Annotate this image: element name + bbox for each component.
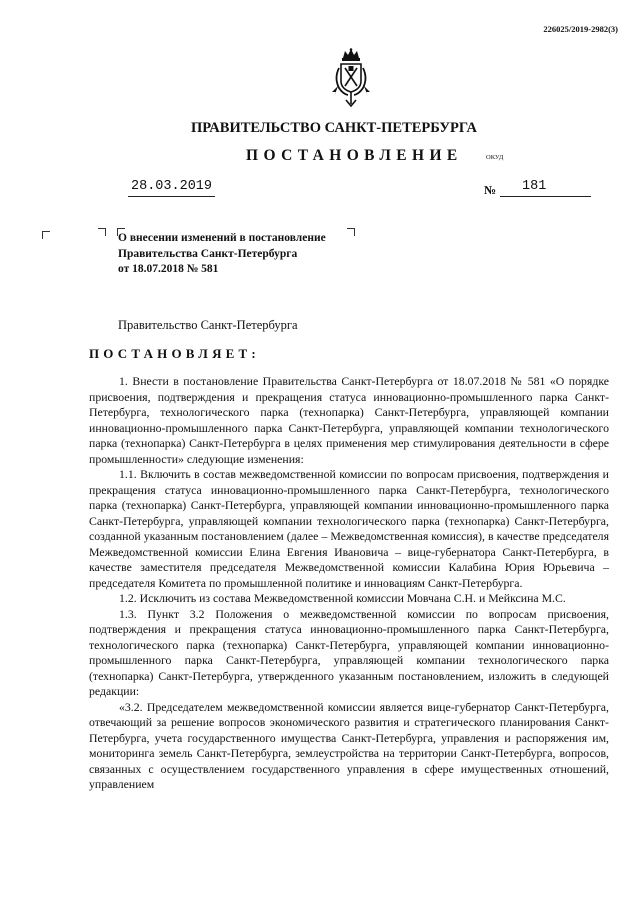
paragraph: 1. Внести в постановление Правительства Санкт-Петербурга от 18.07.2018 № 581 «О порядке присвоения, подтверждения и прекращения статуса инновационно-промышленного парка Санкт-Петербурга, технологического парка (технопарка) Санкт-Петербурга, управляющей компании инновационно-промышленного парка Санкт-Петербурга, управляющей компании технологического парка (технопарка) Санкт-Петербурга в целях применения мер стимулирования деятельности в сфере промышленности» следующие изменения: — [89, 374, 609, 466]
document-registration-number: 226025/2019-2982(3) — [543, 24, 618, 34]
coat-of-arms-emblem — [330, 48, 372, 108]
corner-mark — [347, 228, 355, 236]
corner-mark — [98, 228, 106, 236]
date-underline — [128, 196, 215, 197]
paragraph: 1.3. Пункт 3.2 Положения о межведомственной комиссии по вопросам присвоения, подтверждения и прекращения статуса инновационно-промышленного парка Санкт-Петербурга, технологического парка (технопарка) Санкт-Петербурга, управляющей компании инновационно-промышленного парка Санкт-Петербурга, управляющей компании технологического парка (технопарка) Санкт-Петербурга, утвержденного указанным постановлением, изложить в следующей редакции: — [89, 606, 609, 698]
decree-title: ПОСТАНОВЛЕНИЕ — [246, 147, 463, 164]
subject-line: Правительства Санкт-Петербурга — [118, 247, 298, 260]
corner-mark — [42, 231, 50, 239]
decree-date: 28.03.2019 — [131, 179, 213, 194]
number-underline — [500, 196, 591, 197]
subject-line: О внесении изменений в постановление — [118, 232, 326, 244]
paragraph: 1.1. Включить в состав межведомственной комиссии по вопросам присвоения, подтверждения и прекращения статуса инновационно-промышленного парка Санкт-Петербурга, технологического парка (технопарка) Санкт-Петербурга, управляющей компании инновационно-промышленного парка Санкт-Петербурга, управляющей компании технологического парка (технопарка) Санкт-Петербурга, созданной указанным постановлением (далее – Межведомственная комиссия), в качестве председателя Межведомственной комиссии Елина Евгения Ивановича – вице-губернатора Санкт-Петербурга, в качестве заместителя председателя Межведомственной комиссии Калабина Юрия Юрьевича – председателя Комитета по промышленной политике и инновациям Санкт-Петербурга. — [89, 467, 609, 590]
number-label: № — [484, 183, 497, 197]
government-title: ПРАВИТЕЛЬСТВО САНКТ-ПЕТЕРБУРГА — [191, 120, 477, 136]
decree-body — [89, 374, 609, 793]
resolves-heading: ПОСТАНОВЛЯЕТ: — [89, 346, 260, 361]
subject-line: от 18.07.2018 № 581 — [118, 263, 219, 275]
paragraph: «3.2. Председателем межведомственной комиссии является вице-губернатор Санкт-Петербурга, отвечающий за решение вопросов экономического развития и стратегического планирования Санкт-Петербурга, учета государственного имущества Санкт-Петербурга, управления и распоряжения им, мониторинга земель Санкт-Петербурга, землеустройства на территории Санкт-Петербурга, вопросов, связанных с осуществлением государственного управления в сфере имущественных отношений, управлением — [89, 699, 609, 791]
decree-subject — [118, 231, 326, 278]
paragraph: 1.2. Исключить из состава Межведомственной комиссии Мовчана С.Н. и Мейксина М.С. — [119, 591, 566, 605]
intro-text: Правительство Санкт-Петербурга — [118, 318, 298, 332]
okud-label: ОКУД — [486, 154, 504, 161]
decree-number: 181 — [522, 179, 547, 194]
